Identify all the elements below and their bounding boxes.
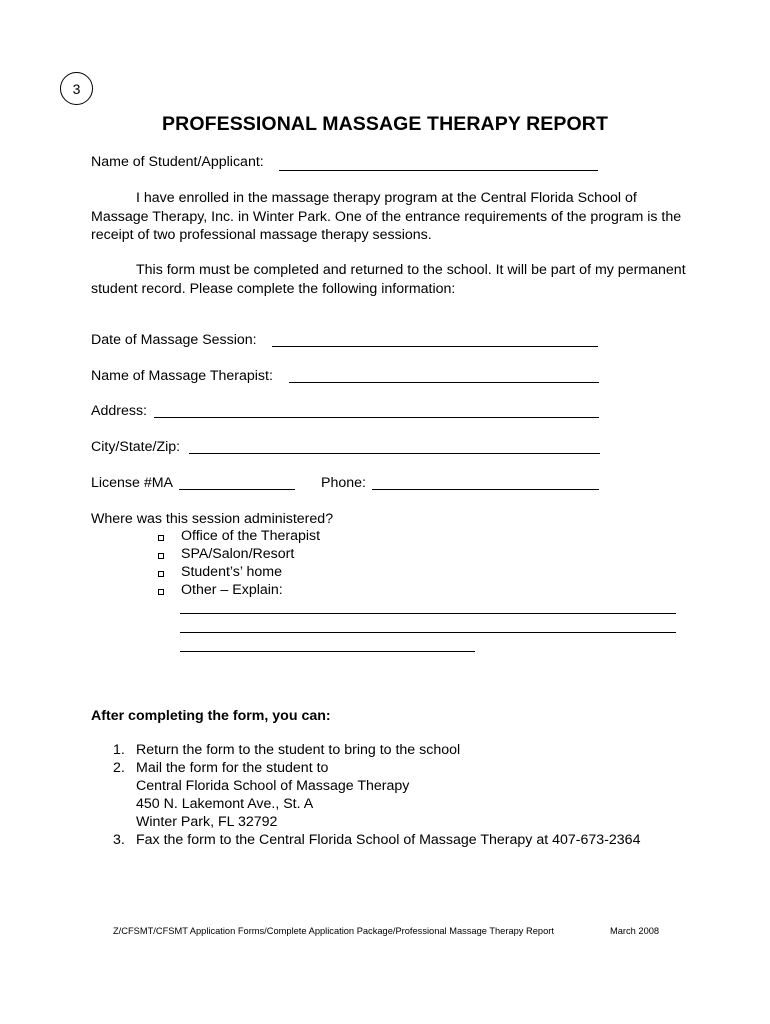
therapist-field[interactable] [289,382,599,383]
therapist-label: Name of Massage Therapist: [91,368,273,384]
date-label: Date of Massage Session: [91,332,257,348]
step-3-number: 3. [113,832,125,848]
city-state-zip-label: City/State/Zip: [91,439,181,455]
school-address-line-3: Winter Park, FL 32792 [136,814,278,830]
step-3-text: Fax the form to the Central Florida School of Massage Therapy at 407-673-2364 [136,832,641,848]
checkbox-spa[interactable] [158,553,164,559]
city-state-zip-field[interactable] [189,453,600,454]
school-address-line-1: Central Florida School of Massage Therapy [136,778,410,794]
option-spa-label: SPA/Salon/Resort [181,546,295,562]
phone-label: Phone: [321,475,366,491]
explain-line-3[interactable] [180,651,475,652]
checkbox-other[interactable] [158,589,164,595]
license-label: License #MA [91,475,174,491]
option-other-label: Other – Explain: [181,582,283,598]
after-heading: After completing the form, you can: [91,708,331,724]
page-title: PROFESSIONAL MASSAGE THERAPY REPORT [162,113,608,135]
intro-paragraph-1: I have enrolled in the massage therapy program at the Central Florida School of Massage Therapy, Inc. in Winter Park. One of the entrance requirements of the program is the receipt of two professional massage therapy sessions. [91,190,682,243]
option-office-label: Office of the Therapist [181,528,321,544]
intro-paragraph-2: This form must be completed and returned to the school. It will be part of my permanent student record. Please complete the following information: [91,262,686,297]
step-1-number: 1. [113,742,125,758]
school-address-line-2: 450 N. Lakemont Ave., St. A [136,796,314,812]
student-name-field[interactable] [279,170,598,171]
step-2-text: Mail the form for the student to [136,760,329,776]
student-name-label: Name of Student/Applicant: [91,154,264,170]
option-students-home-label: Student’s’ home [181,564,282,580]
address-label: Address: [91,403,147,419]
footer-path: Z/CFSMT/CFSMT Application Forms/Complete Application Package/Professional Massage Therapy Report [113,926,554,936]
address-field[interactable] [154,417,599,418]
student-name-row [91,154,264,170]
page-number [60,72,93,105]
phone-field[interactable] [372,489,599,490]
footer-date: March 2008 [610,926,660,936]
license-field[interactable] [179,489,295,490]
explain-line-2[interactable] [180,632,676,633]
checkbox-students-home[interactable] [158,571,164,577]
page-number-text: 3 [72,80,81,97]
date-field[interactable] [272,346,598,347]
step-1-text: Return the form to the student to bring to the school [136,742,461,758]
session-question: Where was this session administered? [91,511,334,527]
checkbox-office[interactable] [158,535,164,541]
explain-line-1[interactable] [180,613,676,614]
step-2-number: 2. [113,760,125,776]
